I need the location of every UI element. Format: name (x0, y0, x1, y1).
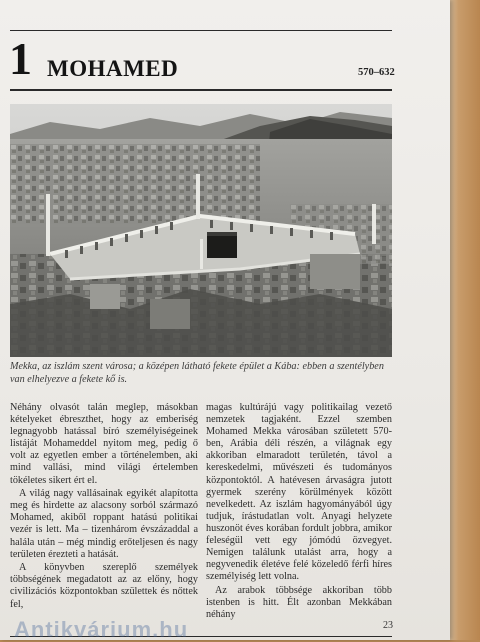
paragraph: magas kultúrájú vagy politikailag vezető nemzetek tagjaként. Ezzel szemben Mohamed Mekka városában született 570-ben, Arábia déli részén, a világnak egy akkoriban elmaradott területén, távol a kereskedelmi, művészeti és tudományos központoktól. A hatévesen árvaságra jutott gyermek szerény körülmények között nevelkedett. Az iszlám hagyományából úgy tudjuk, írástudatlan volt. Anyagi helyzete huszonöt éves korában fordult jobbra, amikor feleségül vett egy jómódú özvegyet. Nemigen találunk utalást arra, hogy a negyvenedik életéve felé közeledő férfi híres személyiség lett volna. (206, 402, 392, 583)
mecca-photograph (10, 104, 392, 357)
page-number: 23 (383, 620, 393, 631)
chapter-dates: 570–632 (358, 67, 395, 78)
chapter-number: 1 (9, 33, 32, 84)
paragraph: Néhány olvasót talán meglep, másokban kételyeket ébreszthet, hogy az emberiség legnagyobb hatással bíró személyiségeinek listáját Mohameddel nyitom meg, pedig ő volt az egyetlen ember a történelemben, aki mind vallási, mind világi értelemben tökéletes sikert ért el. (10, 402, 198, 486)
text-column-left (10, 402, 198, 612)
text-column-right (206, 402, 392, 623)
paragraph: A könyvben szereplő személyek többségének megadatott az az előny, hogy civilizációs központokban születtek és nőttek fel, (10, 562, 198, 610)
header-rule (10, 89, 392, 91)
top-rule (10, 30, 392, 31)
background-edge (447, 0, 480, 640)
paragraph: A világ nagy vallásainak egyikét alapította meg és hirdette az alacsony sorból származó Mohamed, akiből roppant hatású politikai vezér is lett. Ma – tizenhárom évszázaddal a halála után – még mindig erőteljesen és nagy területen érezteti a hatását. (10, 488, 198, 560)
chapter-title: MOHAMED (47, 56, 179, 81)
photo-caption: Mekka, az iszlám szent városa; a középen látható fekete épület a Kába: ebben a szentélyben van elhelyezve a fekete kő is. (10, 361, 384, 385)
watermark: Antikvárium.hu (14, 617, 189, 642)
paragraph: Az arabok többsége akkoriban több istenben is hitt. Élt azonban Mekkában néhány (206, 584, 392, 621)
